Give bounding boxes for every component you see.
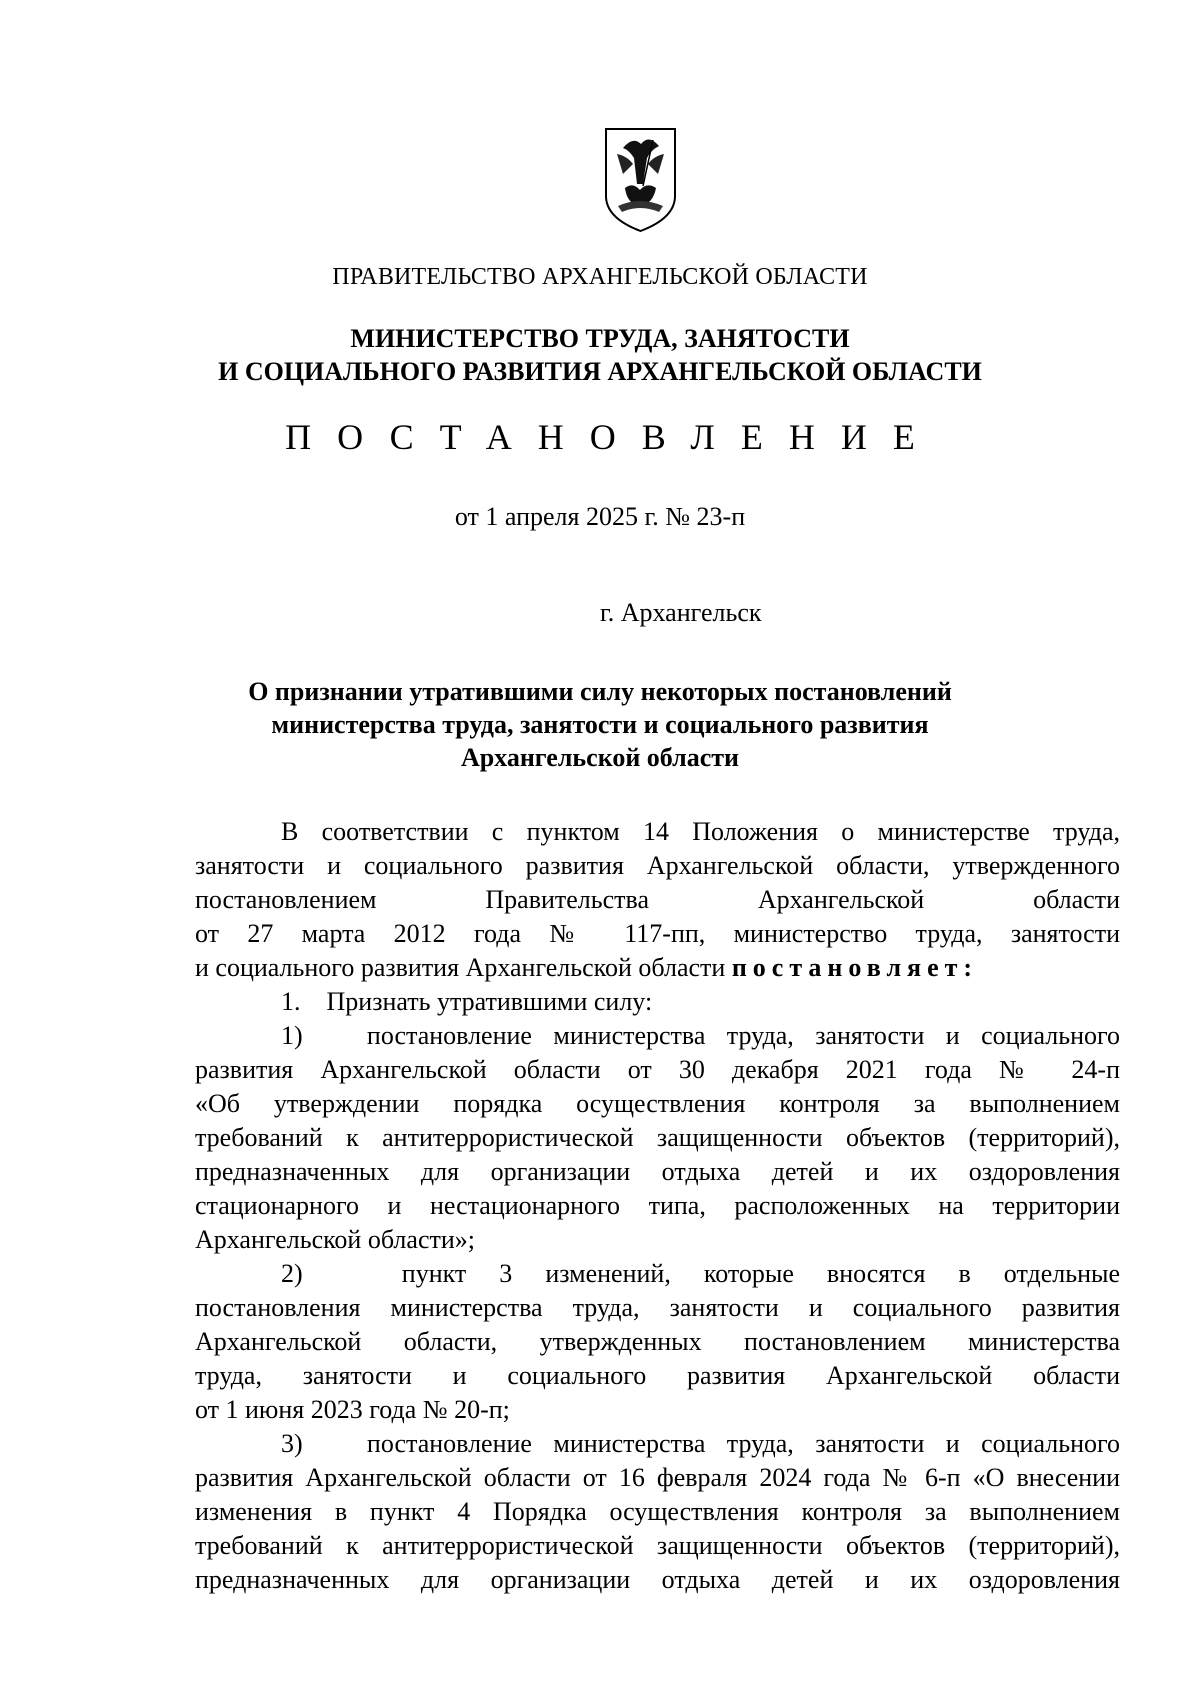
subitem-3-line: предназначенных для организации отдыха детей и их оздоровления bbox=[195, 1565, 1120, 1594]
preamble-line: постановлением Правительства Архангельской области bbox=[195, 885, 1120, 914]
ministry-title-line-1: МИНИСТЕРСТВО ТРУДА, ЗАНЯТОСТИ bbox=[350, 324, 850, 353]
ministry-title bbox=[0, 322, 1200, 388]
subject-line-2: министерства труда, занятости и социального развития bbox=[271, 710, 929, 739]
item-1: 1. Признать утратившими силу: bbox=[281, 987, 653, 1016]
subitem-1-line: 1) постановление министерства труда, занятости и социального bbox=[281, 1021, 1120, 1050]
government-title: ПРАВИТЕЛЬСТВО АРХАНГЕЛЬСКОЙ ОБЛАСТИ bbox=[332, 264, 868, 290]
subitem-3-line: требований к антитеррористической защищенности объектов (территорий), bbox=[195, 1531, 1120, 1560]
subitem-1-line: требований к антитеррористической защищенности объектов (территорий), bbox=[195, 1123, 1120, 1152]
subject-line-3: Архангельской области bbox=[460, 743, 740, 772]
subitem-3-line: 3) постановление министерства труда, занятости и социального bbox=[281, 1429, 1120, 1458]
coat-of-arms-emblem bbox=[603, 126, 678, 234]
resolves-keyword: постановляет: bbox=[731, 953, 979, 982]
subitem-3-line: развития Архангельской области от 16 февраля 2024 года № 6-п «О внесении bbox=[195, 1463, 1120, 1492]
preamble-line: В соответствии с пунктом 14 Положения о министерстве труда, bbox=[281, 817, 1120, 846]
subitem-1-line: стационарного и нестационарного типа, расположенных на территории bbox=[195, 1191, 1120, 1220]
subitem-2-line: постановления министерства труда, занятости и социального развития bbox=[195, 1293, 1120, 1322]
preamble-line: занятости и социального развития Архангельской области, утвержденного bbox=[195, 851, 1120, 880]
city-name: г. Архангельск bbox=[600, 598, 762, 627]
subitem-2-line: Архангельской области, утвержденных постановлением министерства bbox=[195, 1327, 1120, 1356]
preamble-line: от 27 марта 2012 года № 117-пп, министерство труда, занятости bbox=[195, 919, 1120, 948]
preamble-line bbox=[195, 951, 1120, 985]
date-and-number: от 1 апреля 2025 г. № 23-п bbox=[454, 502, 746, 531]
document-type-heading: ПОСТАНОВЛЕНИЕ bbox=[285, 417, 941, 457]
preamble-text: и социального развития Архангельской области bbox=[195, 953, 726, 982]
subitem-1-line: «Об утверждении порядка осуществления контроля за выполнением bbox=[195, 1089, 1120, 1118]
ministry-title-line-2: И СОЦИАЛЬНОГО РАЗВИТИЯ АРХАНГЕЛЬСКОЙ ОБЛАСТИ bbox=[218, 357, 982, 386]
subitem-1-line: Архангельской области»; bbox=[195, 1225, 475, 1254]
subitem-2-line: 2) пункт 3 изменений, которые вносятся в отдельные bbox=[281, 1259, 1120, 1288]
document-subject bbox=[0, 675, 1200, 774]
subitem-3-line: изменения в пункт 4 Порядка осуществления контроля за выполнением bbox=[195, 1497, 1120, 1526]
document-body bbox=[195, 815, 1120, 1597]
subitem-2-line: труда, занятости и социального развития Архангельской области bbox=[195, 1361, 1120, 1390]
subitem-2-line: от 1 июня 2023 года № 20-п; bbox=[195, 1395, 510, 1424]
subject-line-1: О признании утратившими силу некоторых постановлений bbox=[248, 677, 952, 706]
subitem-1-line: развития Архангельской области от 30 декабря 2021 года № 24-п bbox=[195, 1055, 1120, 1084]
subitem-1-line: предназначенных для организации отдыха детей и их оздоровления bbox=[195, 1157, 1120, 1186]
